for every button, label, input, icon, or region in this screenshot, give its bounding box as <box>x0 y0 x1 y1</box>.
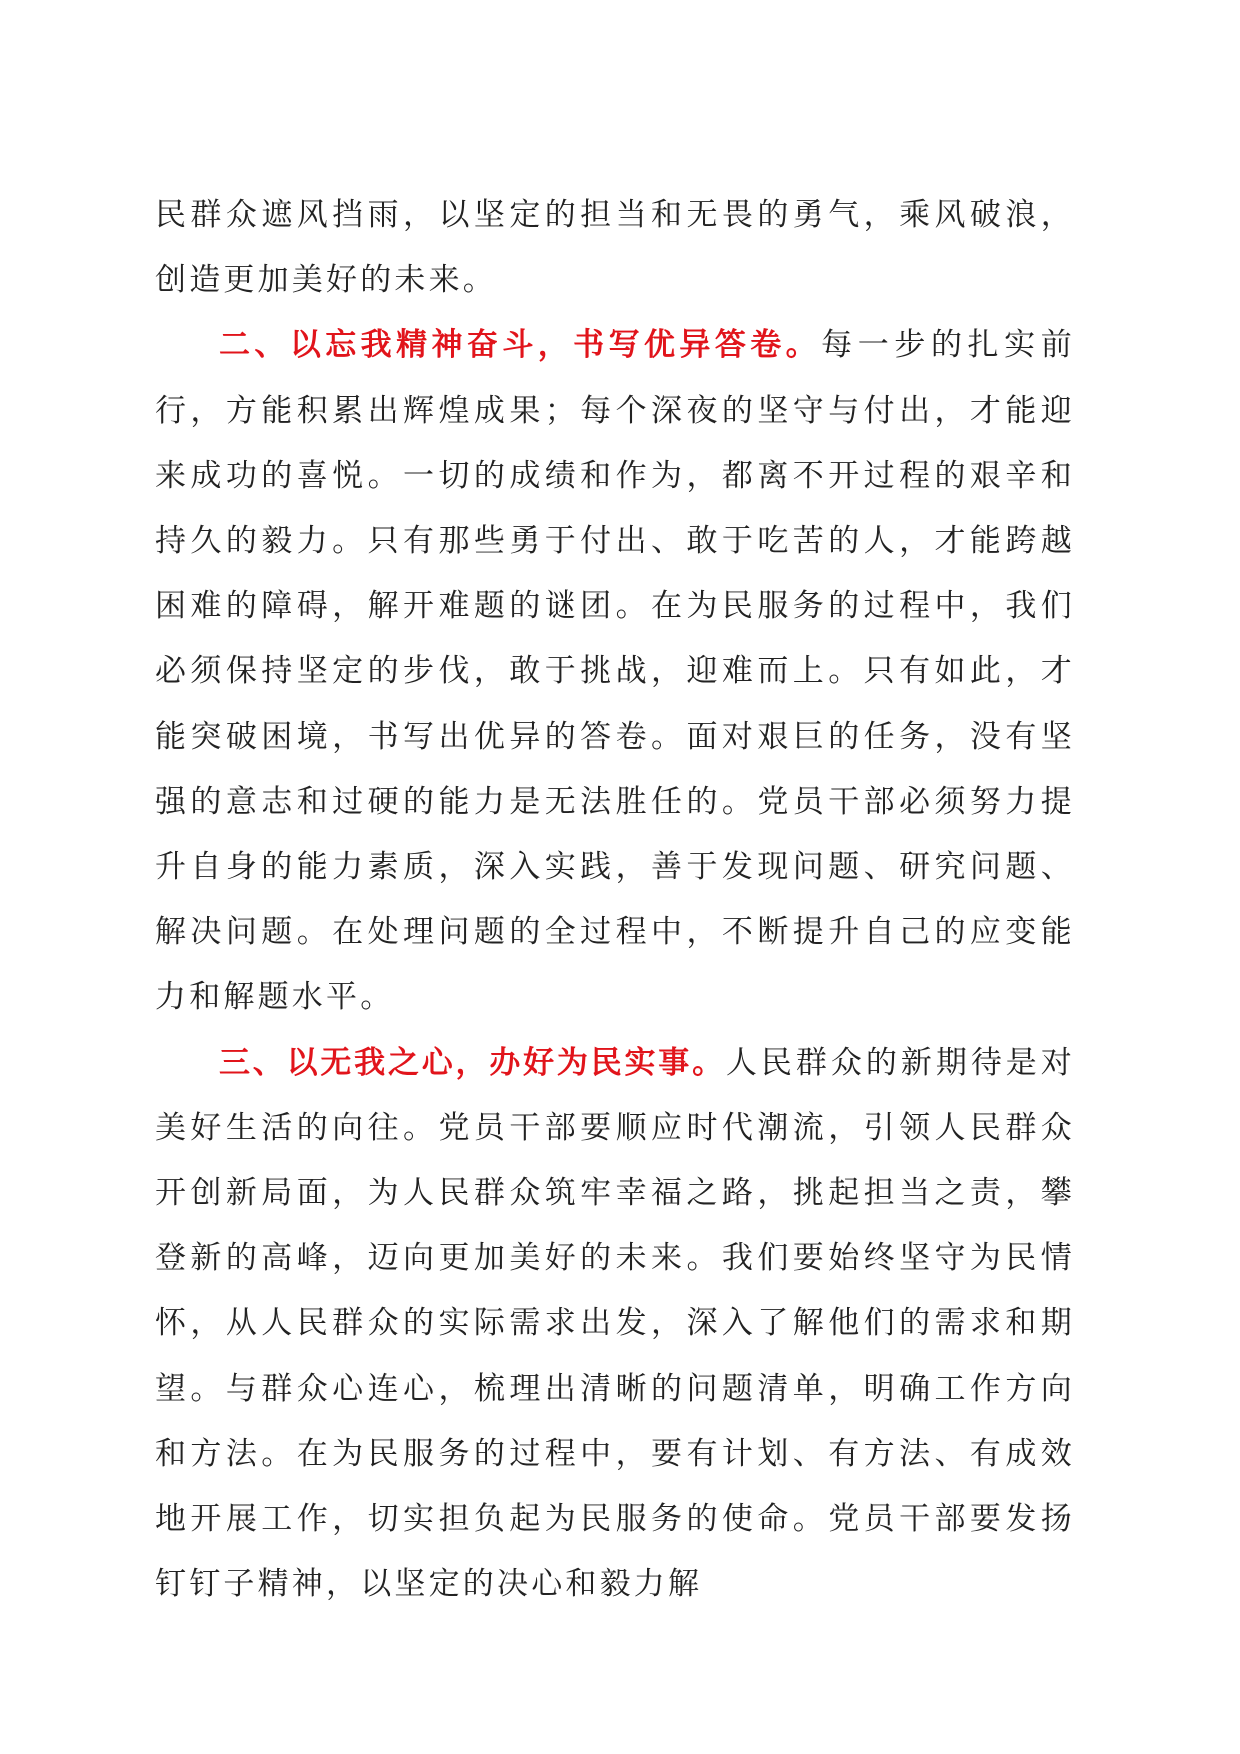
paragraph-section-two <box>155 313 1075 1030</box>
paragraph-continuation <box>155 183 1075 313</box>
paragraph-body-text: 每一步的扎实前行，方能积累出辉煌成果；每个深夜的坚守与付出，才能迎来成功的喜悦。一切的成绩和作为，都离不开过程的艰辛和持久的毅力。只有那些勇于付出、敢于吃苦的人，才能跨越困难的障碍，解开难题的谜团。在为民服务的过程中，我们必须保持坚定的步伐，敢于挑战，迎难而上。只有如此，才能突破困境，书写出优异的答卷。面对艰巨的任务，没有坚强的意志和过硬的能力是无法胜任的。党员干部必须努力提升自身的能力素质，深入实践，善于发现问题、研究问题、解决问题。在处理问题的全过程中，不断提升自己的应变能力和解题水平。 <box>155 327 1075 1016</box>
document-body <box>155 183 1075 1617</box>
paragraph-body-text: 民群众遮风挡雨，以坚定的担当和无畏的勇气，乘风破浪，创造更加美好的未来。 <box>155 197 1075 299</box>
paragraph-body-text: 人民群众的新期待是对美好生活的向往。党员干部要顺应时代潮流，引领人民群众开创新局面，为人民群众筑牢幸福之路，挑起担当之责，攀登新的高峰，迈向更加美好的未来。我们要始终坚守为民情怀，从人民群众的实际需求出发，深入了解他们的需求和期望。与群众心连心，梳理出清晰的问题清单，明确工作方向和方法。在为民服务的过程中，要有计划、有方法、有成效地开展工作，切实担负起为民服务的使命。党员干部要发扬钉钉子精神，以坚定的决心和毅力解 <box>155 1044 1075 1603</box>
section-heading-three: 三、以无我之心，办好为民实事。 <box>219 1044 726 1081</box>
section-heading-two: 二、以忘我精神奋斗，书写优异答卷。 <box>219 327 822 364</box>
paragraph-section-three <box>155 1031 1075 1618</box>
